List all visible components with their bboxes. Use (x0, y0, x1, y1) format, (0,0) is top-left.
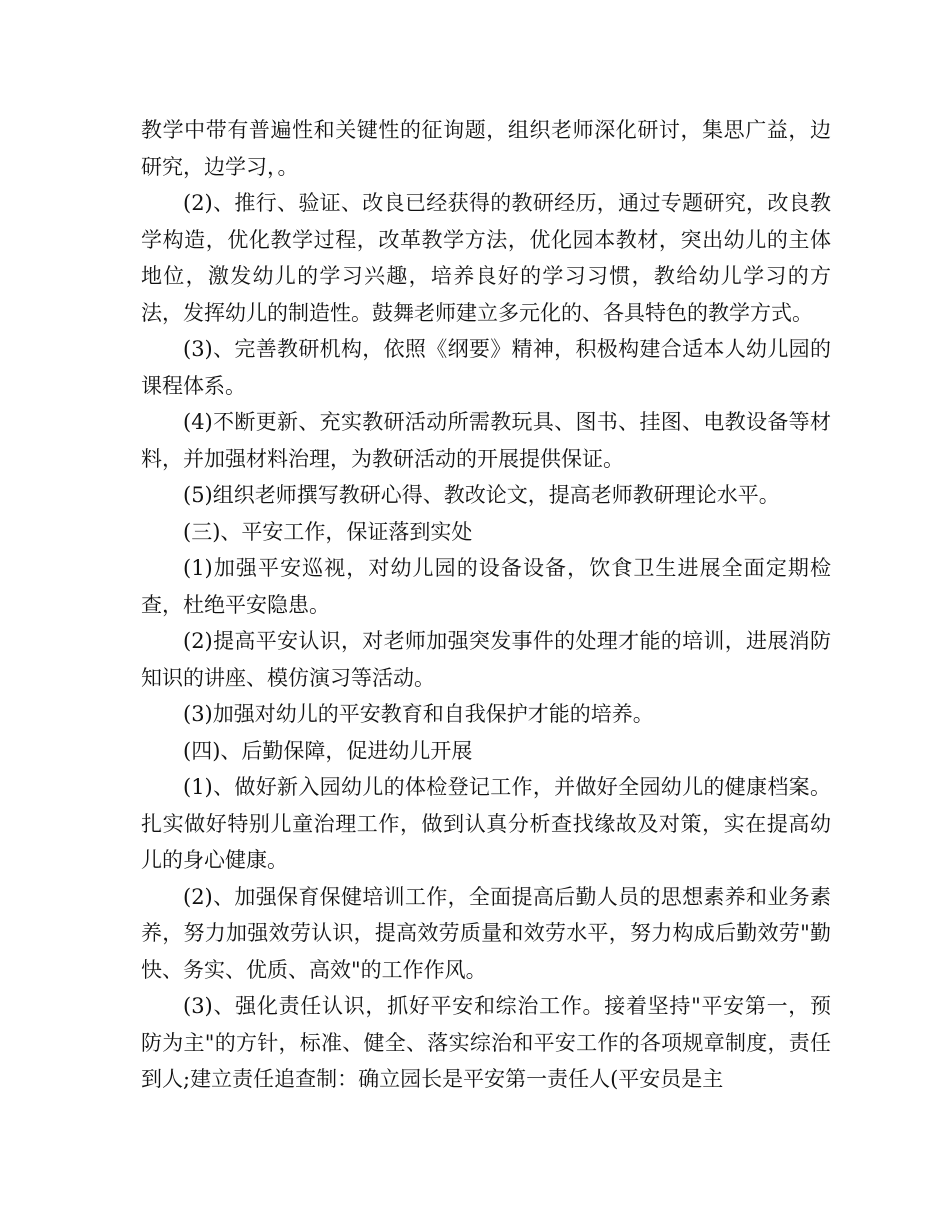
paragraph: (5)组织老师撰写教研心得、教改论文，提高老师教研理论水平。 (183, 483, 780, 507)
paragraph: (1)加强平安巡视，对幼儿园的设备设备，饮食卫生进展全面定期检查，杜绝平安隐患。 (141, 556, 831, 617)
section-heading: (四)、后勤保障，促进幼儿开展 (183, 738, 473, 763)
document-body (141, 112, 831, 1098)
paragraph: (3)、强化责任认识，抓好平安和综治工作。接着坚持"平安第一，预防为主"的方针，标准、健全、落实综治和平安工作的各项规章制度，责任到人;建立责任追查制：确立园长是平安第一责任人(平安员是主 (141, 994, 831, 1091)
section-heading: (三)、平安工作，保证落到实处 (183, 519, 473, 544)
paragraph: (2)、加强保育保健培训工作，全面提高后勤人员的思想素养和业务素养，努力加强效劳认识，提高效劳质量和效劳水平，努力构成后勤效劳"勤快、务实、优质、高效"的工作作风。 (141, 884, 831, 982)
paragraph: (1)、做好新入园幼儿的体检登记工作，并做好全园幼儿的健康档案。扎实做好特别儿童治理工作，做到认真分析查找缘故及对策，实在提高幼儿的身心健康。 (141, 775, 831, 872)
paragraph: (2)、推行、验证、改良已经获得的教研经历，通过专题研究，改良教学构造，优化教学过程，改革教学方法，优化园本教材，突出幼儿的主体地位，激发幼儿的学习兴趣，培养良好的学习习惯，教给幼儿学习的方法，发挥幼儿的制造性。鼓舞老师建立多元化的、各具特色的教学方式。 (141, 191, 831, 325)
paragraph: 教学中带有普遍性和关键性的征询题，组织老师深化研讨，集思广益，边研究，边学习，。 (141, 118, 831, 179)
paragraph: (3)、完善教研机构，依照《纲要》精神，积极构建合适本人幼儿园的课程体系。 (141, 337, 831, 398)
paragraph: (2)提高平安认识，对老师加强突发事件的处理才能的培训，进展消防知识的讲座、模仿演习等活动。 (141, 629, 831, 690)
paragraph: (3)加强对幼儿的平安教育和自我保护才能的培养。 (183, 702, 654, 726)
paragraph: (4)不断更新、充实教研活动所需教玩具、图书、挂图、电教设备等材料，并加强材料治理，为教研活动的开展提供保证。 (141, 410, 831, 471)
